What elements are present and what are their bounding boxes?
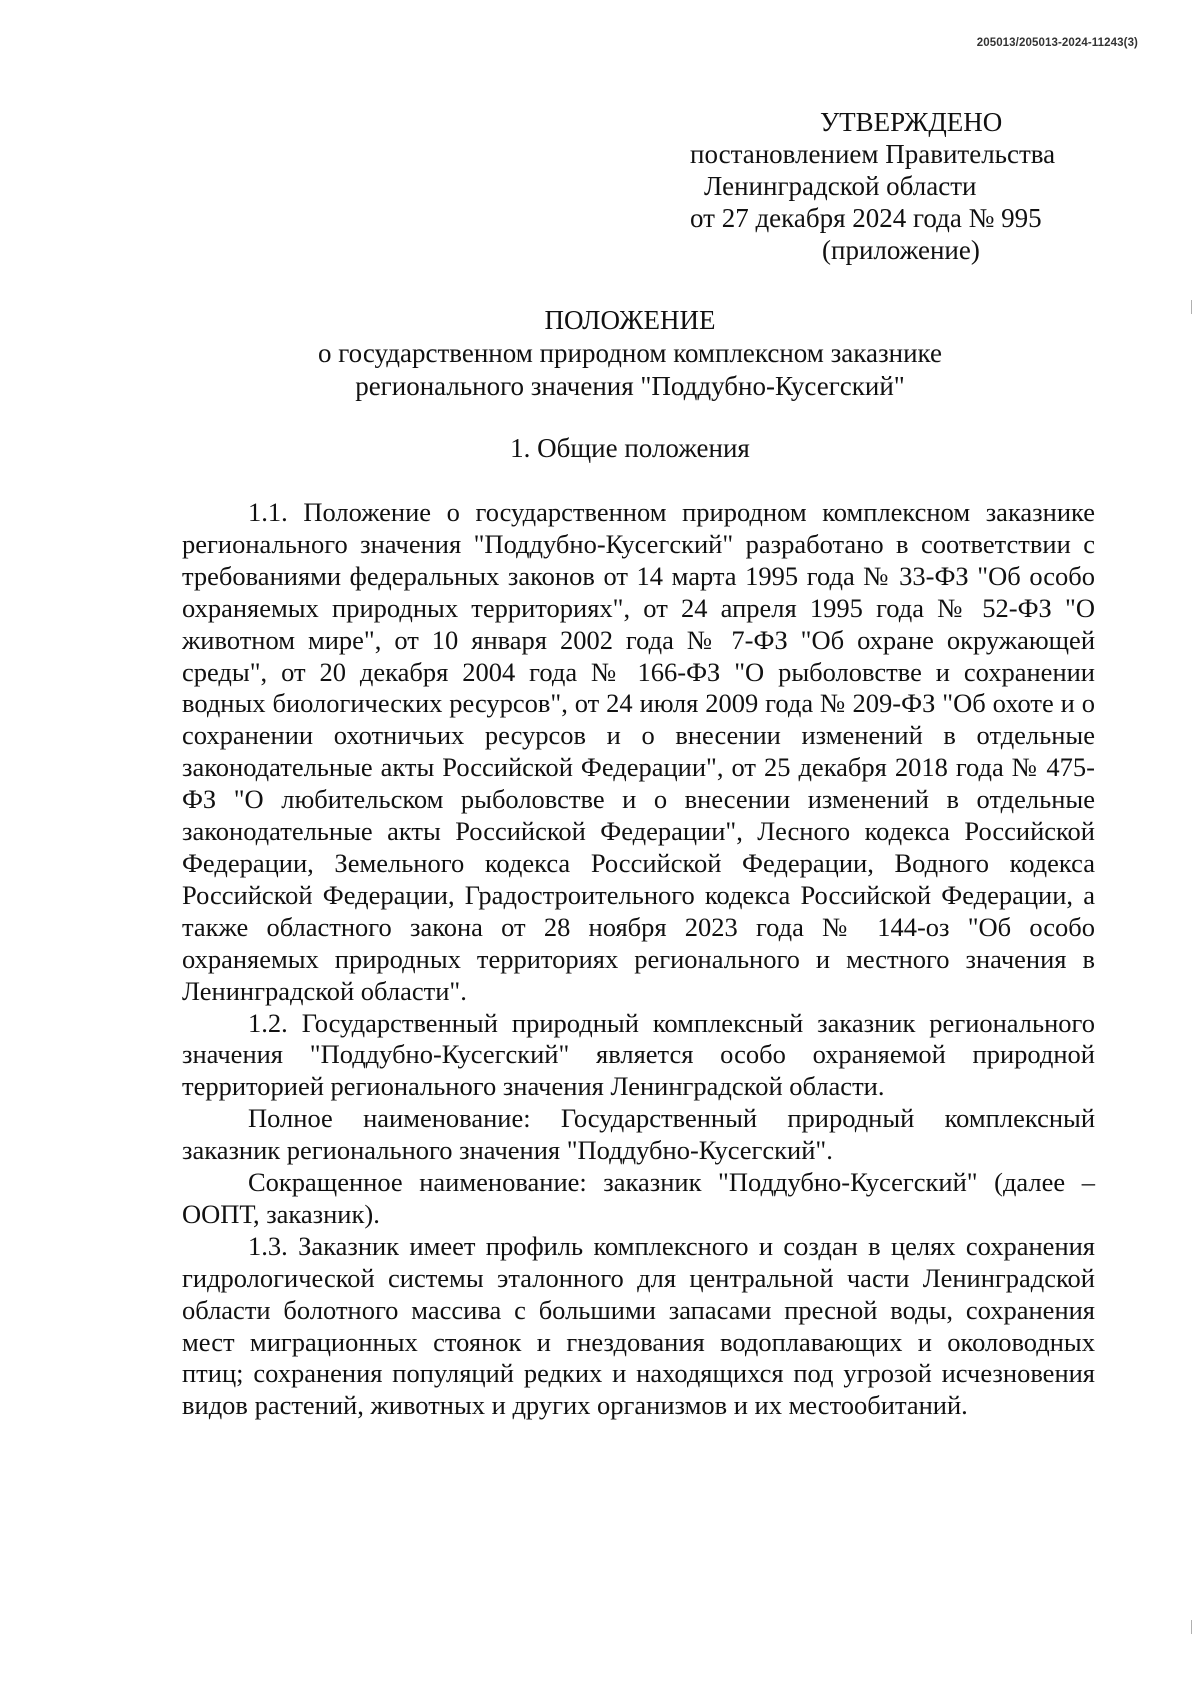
approval-title: УТВЕРЖДЕНО xyxy=(820,107,1003,137)
approval-appendix-note: (приложение) xyxy=(822,235,980,265)
paragraph-short-name: Сокращенное наименование: заказник "Поддубно-Кусегский" (далее – ООПТ, заказник). xyxy=(182,1167,1095,1229)
approval-region: Ленинградской области xyxy=(704,171,977,201)
document-registration-code: 205013/205013-2024-11243(3) xyxy=(976,37,1138,49)
document-subtitle-line-2: регионального значения "Поддубно-Кусегский" xyxy=(355,371,905,401)
paragraph-1-3: 1.3. Заказник имеет профиль комплексного и создан в целях сохранения гидрологической системы эталонного для центральной части Ленинградской области болотного массива с большими запасами пресной воды, сохранения мест миграционных стоянок и гнездования водоплавающих и околоводных птиц; сохранения популяций редких и находящихся под угрозой исчезновения видов растений, животных и других организмов и их местообитаний. xyxy=(182,1230,1095,1421)
paragraph-1-2: 1.2. Государственный природный комплексный заказник регионального значения "Поддубно-Кусегский" является особо охраняемой природной территорией регионального значения Ленинградской области. xyxy=(182,1007,1095,1102)
scan-edge-mark xyxy=(1191,1620,1192,1634)
document-title-block xyxy=(180,304,1080,403)
scan-edge-mark xyxy=(1191,300,1192,314)
paragraph-1-1: 1.1. Положение о государственном природном комплексном заказнике регионального значения "Поддубно-Кусегский" разработано в соответствии с требованиями федеральных законов от 14 марта 1995 года № 33-ФЗ "Об особо охраняемых природных территориях", от 24 апреля 1995 года № 52-ФЗ "О животном мире", от 10 января 2002 года № 7-ФЗ "Об охране окружающей среды", от 20 декабря 2004 года № 166-ФЗ "О рыболовстве и сохранении водных биологических ресурсов", от 24 июля 2009 года № 209-ФЗ "Об охоте и о сохранении охотничьих ресурсов и о внесении изменений в отдельные законодательные акты Российской Федерации", от 25 декабря 2018 года № 475-ФЗ "О любительском рыболовстве и о внесении изменений в отдельные законодательные акты Российской Федерации", Лесного кодекса Российской Федерации, Земельного кодекса Российской Федерации, Водного кодекса Российской Федерации, Градостроительного кодекса Российской Федерации, а также областного закона от 28 ноября 2023 года № 144-оз "Об особо охраняемых природных территориях регионального и местного значения в Ленинградской области". xyxy=(182,497,1095,1006)
approval-date-number: от 27 декабря 2024 года № 995 xyxy=(690,203,1042,233)
approval-stamp-block xyxy=(690,106,1110,266)
document-body xyxy=(182,497,1095,1422)
section-heading: 1. Общие положения xyxy=(510,433,750,463)
document-subtitle-line-1: о государственном природном комплексном заказнике xyxy=(318,338,942,368)
approval-authority: постановлением Правительства xyxy=(690,139,1056,169)
paragraph-full-name: Полное наименование: Государственный природный комплексный заказник регионального значения "Поддубно-Кусегский". xyxy=(182,1103,1095,1166)
document-title: ПОЛОЖЕНИЕ xyxy=(544,305,716,335)
